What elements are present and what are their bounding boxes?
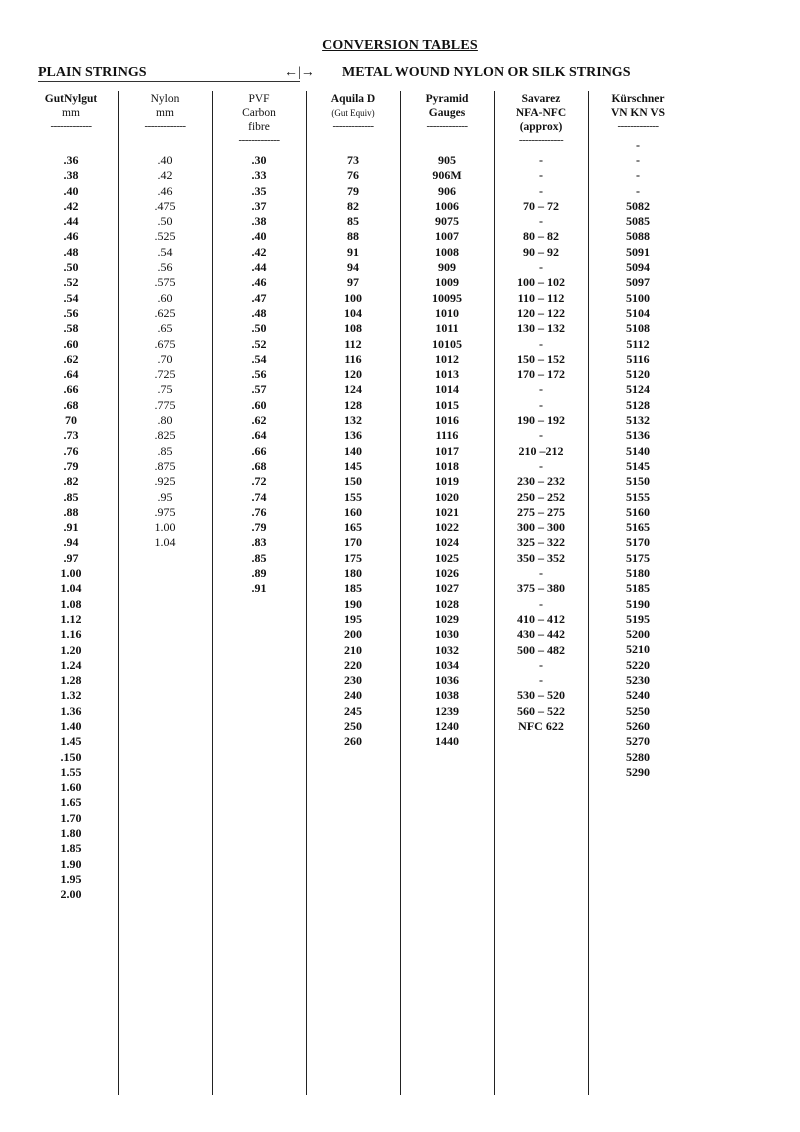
table-cell: - [539, 153, 543, 167]
table-cell: 1007 [435, 229, 459, 244]
table-cell: 1010 [435, 305, 459, 320]
table-cell: .88 [63, 504, 79, 519]
table-cell: 88 [347, 229, 359, 244]
table-cell: 5128 [626, 397, 650, 412]
table-cell: 175 [344, 550, 362, 565]
table-cell: 190 [344, 596, 362, 611]
column-header: Nylon mm [150, 93, 180, 119]
table-cell: 5160 [626, 504, 650, 519]
table-cell: 260 [344, 734, 362, 749]
table-cell: 1.16 [60, 627, 82, 642]
table-cell: 1.00 [154, 520, 176, 535]
table-cell: 5124 [626, 382, 650, 397]
table-cell: .46 [63, 229, 79, 244]
table-cell: 430 – 442 [517, 627, 565, 642]
table-cell: - [539, 336, 543, 351]
table-cell: 1240 [435, 718, 459, 733]
table-cell: 2.00 [60, 887, 82, 902]
table-cell: 1.70 [60, 810, 82, 825]
table-cell: .675 [154, 336, 176, 351]
table-cell: .64 [251, 428, 267, 443]
table-cell: .75 [157, 382, 173, 397]
table-cell: .40 [157, 153, 173, 167]
table-cell: 1116 [435, 428, 459, 443]
table-cell: 5250 [626, 703, 650, 718]
table-cell: 145 [344, 458, 362, 473]
table-cell: .82 [63, 474, 79, 489]
value-list [400, 153, 494, 750]
table-cell: 5100 [626, 290, 650, 305]
table-cell: .66 [63, 382, 79, 397]
table-cell: .54 [157, 244, 173, 259]
table-cell: 1.12 [60, 611, 82, 626]
table-cell: 5116 [626, 351, 650, 366]
table-cell: 100 [344, 290, 362, 305]
table-cell: 5120 [626, 367, 650, 382]
table-cell: 5094 [626, 260, 650, 275]
table-cell: .38 [63, 168, 79, 183]
table-cell: 1038 [435, 688, 459, 703]
table-cell: 1.20 [60, 642, 82, 657]
table-cell: 560 – 522 [517, 703, 565, 718]
table-cell: 210 –212 [518, 443, 564, 458]
table-cell: 1009 [435, 275, 459, 290]
table-cell: 1008 [435, 244, 459, 259]
table-cell: 1027 [435, 581, 459, 596]
table-cell: 1018 [435, 458, 459, 473]
column-nylon [118, 92, 212, 550]
table-cell: .85 [251, 550, 267, 565]
table-cell: - [539, 673, 543, 688]
table-cell: .40 [251, 229, 267, 244]
table-cell: .52 [251, 336, 267, 351]
table-cell: 104 [344, 305, 362, 320]
table-cell: .95 [157, 489, 173, 504]
table-cell: .60 [157, 290, 173, 305]
table-cell: .76 [251, 504, 267, 519]
table-cell: 5195 [626, 611, 650, 626]
table-cell: .37 [251, 198, 267, 213]
table-cell: 1.65 [60, 795, 82, 810]
table-cell: 1013 [435, 367, 459, 382]
table-cell: .36 [63, 153, 79, 167]
table-cell: 5108 [626, 321, 650, 336]
table-cell: .79 [251, 520, 267, 535]
header-dashes: ------------- [238, 134, 280, 146]
table-cell: 5112 [626, 336, 650, 351]
table-cell: 1.40 [60, 718, 82, 733]
table-cell: 1014 [435, 382, 459, 397]
value-list [494, 153, 588, 734]
table-cell: .44 [63, 214, 79, 229]
table-cell: .50 [251, 321, 267, 336]
value-list [212, 153, 306, 597]
table-cell: .62 [63, 351, 79, 366]
table-cell: 350 – 352 [517, 550, 565, 565]
table-cell: 5150 [626, 474, 650, 489]
table-cell: .975 [154, 504, 176, 519]
table-cell: - [539, 382, 543, 397]
table-cell: 5190 [626, 596, 650, 611]
table-cell: .94 [63, 535, 79, 550]
table-cell: - [636, 168, 640, 183]
table-cell: - [539, 596, 543, 611]
table-cell: .40 [63, 183, 79, 198]
table-cell: .56 [63, 305, 79, 320]
table-cell: .150 [60, 749, 82, 764]
table-cell: 91 [347, 244, 359, 259]
table-cell: 1028 [435, 596, 459, 611]
table-cell: 108 [344, 321, 362, 336]
table-cell: - [539, 566, 543, 581]
table-cell: .775 [154, 397, 176, 412]
table-cell: 5260 [626, 718, 650, 733]
table-cell: .46 [251, 275, 267, 290]
header-dashes: ------------- [144, 120, 186, 132]
table-cell: 1017 [435, 443, 459, 458]
table-cell: 1019 [435, 474, 459, 489]
table-cell: 1011 [435, 321, 459, 336]
table-cell: 170 – 172 [517, 367, 565, 382]
table-cell: 5220 [626, 657, 650, 672]
table-cell: - [539, 428, 543, 443]
table-cell: 5155 [626, 489, 650, 504]
table-cell: 1015 [435, 397, 459, 412]
table-cell: 1.95 [60, 871, 82, 886]
table-cell: .48 [251, 305, 267, 320]
table-cell: .73 [63, 428, 79, 443]
heading-rule [38, 81, 300, 82]
table-cell: 245 [344, 703, 362, 718]
table-cell: 185 [344, 581, 362, 596]
table-cell: 500 – 482 [517, 642, 565, 657]
table-cell: 5097 [626, 275, 650, 290]
column-header: Pyramid Gauges [425, 93, 469, 119]
table-cell: .525 [154, 229, 176, 244]
table-cell: .66 [251, 443, 267, 458]
table-cell: 73 [347, 153, 359, 167]
table-cell: 240 [344, 688, 362, 703]
table-cell: 1.90 [60, 856, 82, 871]
table-cell: 1036 [435, 673, 459, 688]
table-cell: 5136 [626, 428, 650, 443]
table-cell: 5088 [626, 229, 650, 244]
table-cell: .65 [157, 321, 173, 336]
table-cell: 230 – 232 [517, 474, 565, 489]
table-cell: 1029 [435, 611, 459, 626]
table-cell: - [539, 458, 543, 473]
table-cell: .56 [157, 260, 173, 275]
table-cell: 5280 [626, 749, 650, 764]
column-pvf [212, 92, 306, 596]
table-cell: 160 [344, 504, 362, 519]
table-cell: 410 – 412 [517, 611, 565, 626]
table-cell: 1022 [435, 520, 459, 535]
table-cell: 5170 [626, 535, 650, 550]
table-cell: 1021 [435, 504, 459, 519]
plain-strings-heading: PLAIN STRINGS [38, 65, 147, 80]
table-cell: 909 [438, 260, 456, 275]
table-cell: .575 [154, 275, 176, 290]
table-cell: 190 – 192 [517, 413, 565, 428]
table-cell: 300 – 300 [517, 520, 565, 535]
table-cell: 1.55 [60, 764, 82, 779]
table-cell: .79 [63, 458, 79, 473]
table-cell: .54 [251, 351, 267, 366]
table-cell: - [539, 397, 543, 412]
table-cell: 155 [344, 489, 362, 504]
table-cell: 1.32 [60, 688, 82, 703]
table-cell: .42 [63, 198, 79, 213]
table-cell: 76 [347, 168, 359, 183]
table-cell: 70 – 72 [523, 198, 559, 213]
table-cell: .68 [251, 458, 267, 473]
table-cell: 906M [432, 168, 462, 183]
table-cell: 5230 [626, 673, 650, 688]
table-cell: .625 [154, 305, 176, 320]
table-cell: 85 [347, 214, 359, 229]
table-cell: 10105 [432, 336, 462, 351]
table-cell: 5270 [626, 734, 650, 749]
table-cell: 5104 [626, 305, 650, 320]
table-cell: .46 [157, 183, 173, 198]
table-cell: .68 [63, 397, 79, 412]
table-cell: .58 [63, 321, 79, 336]
header-dashes: -------------- [518, 134, 564, 146]
table-cell: 1026 [435, 566, 459, 581]
table-cell: 10095 [432, 290, 462, 305]
table-cell: 1025 [435, 550, 459, 565]
table-cell: 80 – 82 [523, 229, 559, 244]
table-cell: .42 [157, 168, 173, 183]
table-cell: - [636, 183, 640, 198]
table-cell: .74 [251, 489, 267, 504]
table-cell: 180 [344, 566, 362, 581]
table-cell: .85 [157, 443, 173, 458]
table-cell: 132 [344, 413, 362, 428]
metal-wound-heading: METAL WOUND NYLON OR SILK STRINGS [342, 65, 631, 80]
table-cell: .33 [251, 168, 267, 183]
table-cell: .60 [251, 397, 267, 412]
table-cell: 1016 [435, 413, 459, 428]
table-cell: .89 [251, 566, 267, 581]
table-cell: 5290 [626, 764, 650, 779]
table-cell: 5091 [626, 244, 650, 259]
divider-arrow: ←|→ [284, 65, 315, 80]
table-cell: - [539, 214, 543, 229]
table-cell: 530 – 520 [517, 688, 565, 703]
page-title: CONVERSION TABLES [322, 38, 478, 53]
table-cell: - [636, 152, 640, 167]
table-cell: 1.28 [60, 673, 82, 688]
table-cell: .97 [63, 550, 79, 565]
column-kurschner [588, 92, 688, 779]
table-cell: .80 [157, 413, 173, 428]
header-dashes: ------------- [332, 120, 374, 132]
table-cell: 5240 [626, 688, 650, 703]
table-cell: 5180 [626, 566, 650, 580]
table-cell: 124 [344, 382, 362, 397]
column-header: Savarez NFA-NFC (approx) [515, 93, 567, 133]
table-cell: 9075 [435, 214, 459, 229]
table-cell: NFC 622 [518, 718, 564, 733]
table-cell: 1440 [435, 734, 459, 749]
table-cell: 165 [344, 520, 362, 535]
table-cell: .91 [63, 520, 79, 535]
table-cell: 230 [344, 673, 362, 688]
table-cell: - [539, 657, 543, 672]
value-list [24, 153, 118, 903]
table-cell: 195 [344, 611, 362, 626]
table-cell: 1.45 [60, 734, 82, 749]
table-cell: 5175 [626, 550, 650, 565]
table-cell: .83 [251, 535, 267, 550]
column-header: Kürschner VN KN VS [610, 93, 666, 119]
table-cell: .42 [251, 244, 267, 259]
table-cell: 150 – 152 [517, 351, 565, 366]
table-cell: 275 – 275 [517, 504, 565, 519]
table-cell: 70 [65, 413, 77, 428]
table-cell: 170 [344, 535, 362, 550]
table-cell: 140 [344, 443, 362, 458]
table-cell: .85 [63, 489, 79, 504]
table-cell: .50 [157, 214, 173, 229]
column-pyramid [400, 92, 494, 749]
table-cell: 1.85 [60, 841, 82, 856]
table-cell: .35 [251, 183, 267, 198]
table-cell: .825 [154, 428, 176, 443]
table-cell: 1012 [435, 351, 459, 366]
table-cell: 120 – 122 [517, 305, 565, 320]
table-cell: 1.24 [60, 657, 82, 672]
table-cell: 5132 [626, 413, 650, 428]
table-cell: 1.08 [60, 596, 82, 611]
table-cell: 220 [344, 657, 362, 672]
table-cell: 5145 [626, 458, 650, 473]
value-list [118, 153, 212, 551]
table-cell: 1.04 [60, 581, 82, 596]
table-cell: 136 [344, 428, 362, 443]
table-cell: 1.00 [60, 566, 82, 581]
value-list [306, 153, 400, 750]
table-cell: .50 [63, 260, 79, 275]
table-cell: 905 [438, 153, 456, 167]
table-cell: 120 [344, 367, 362, 382]
table-cell: 5210 [626, 642, 650, 657]
table-cell: 250 – 252 [517, 489, 565, 504]
table-cell: 5085 [626, 214, 650, 229]
table-cell: .60 [63, 336, 79, 351]
column-header: GutNylgut mm [44, 93, 98, 119]
table-cell: 94 [347, 260, 359, 275]
table-cell: .52 [63, 275, 79, 290]
table-cell: 5185 [626, 581, 650, 596]
table-cell: 79 [347, 183, 359, 198]
table-cell: 110 – 112 [517, 290, 565, 305]
table-cell: .725 [154, 367, 176, 382]
table-cell: .54 [63, 290, 79, 305]
table-cell: 130 – 132 [517, 321, 565, 336]
table-cell: 250 [344, 718, 362, 733]
table-cell: 200 [344, 627, 362, 642]
table-cell: 906 [438, 183, 456, 198]
table-cell: 1006 [435, 198, 459, 213]
column-header: Aquila D (Gut Equiv) [330, 93, 376, 118]
table-cell: 97 [347, 275, 359, 290]
table-cell: 5165 [626, 520, 650, 535]
column-savarez [494, 92, 588, 733]
table-cell: 1034 [435, 657, 459, 672]
table-cell: 1032 [435, 642, 459, 657]
header-dashes: ------------- [617, 120, 659, 132]
table-cell: 210 [344, 642, 362, 657]
header-dashes: ------------- [50, 120, 92, 132]
table-cell: 90 – 92 [523, 244, 559, 259]
table-cell: 150 [344, 474, 362, 489]
column-header: PVF Carbon fibre [242, 93, 276, 133]
table-cell: 5140 [626, 443, 650, 458]
table-cell: 100 – 102 [517, 275, 565, 290]
column-gutnylgut [24, 92, 118, 902]
table-cell: .70 [157, 351, 173, 366]
table-cell: 82 [347, 198, 359, 213]
table-cell: 1.04 [154, 535, 176, 550]
table-cell: .925 [154, 474, 176, 489]
table-cell: .56 [251, 367, 267, 382]
table-cell: 1030 [435, 627, 459, 642]
table-cell: .72 [251, 474, 267, 489]
table-cell: .64 [63, 367, 79, 382]
table-cell: - [636, 137, 640, 152]
table-cell: 116 [344, 351, 362, 366]
table-cell: .47 [251, 290, 267, 305]
table-cell: 325 – 322 [517, 535, 565, 550]
table-cell: 1024 [435, 535, 459, 550]
table-cell: 375 – 380 [517, 581, 565, 596]
table-cell: 5082 [626, 198, 650, 213]
table-cell: .475 [154, 198, 176, 213]
table-cell: 1020 [435, 489, 459, 504]
table-cell: - [539, 260, 543, 275]
table-cell: .48 [63, 244, 79, 259]
table-cell: 1239 [435, 703, 459, 718]
table-cell: 128 [344, 397, 362, 412]
table-cell: .38 [251, 214, 267, 229]
table-cell: 1.60 [60, 780, 82, 795]
table-cell: 1.36 [60, 703, 82, 718]
table-cell: .62 [251, 413, 267, 428]
table-cell: .76 [63, 443, 79, 458]
table-cell: .875 [154, 458, 176, 473]
table-cell: - [539, 183, 543, 198]
header-dashes: ------------- [426, 120, 468, 132]
table-cell: - [539, 168, 543, 183]
table-cell: .57 [251, 382, 267, 397]
table-cell: .44 [251, 260, 267, 275]
value-list [588, 138, 688, 780]
table-cell: .30 [251, 153, 267, 167]
table-cell: 5200 [626, 627, 650, 642]
table-cell: 1.80 [60, 826, 82, 841]
column-aquila [306, 92, 400, 749]
table-cell: 112 [344, 336, 362, 351]
table-cell: .91 [251, 581, 267, 596]
